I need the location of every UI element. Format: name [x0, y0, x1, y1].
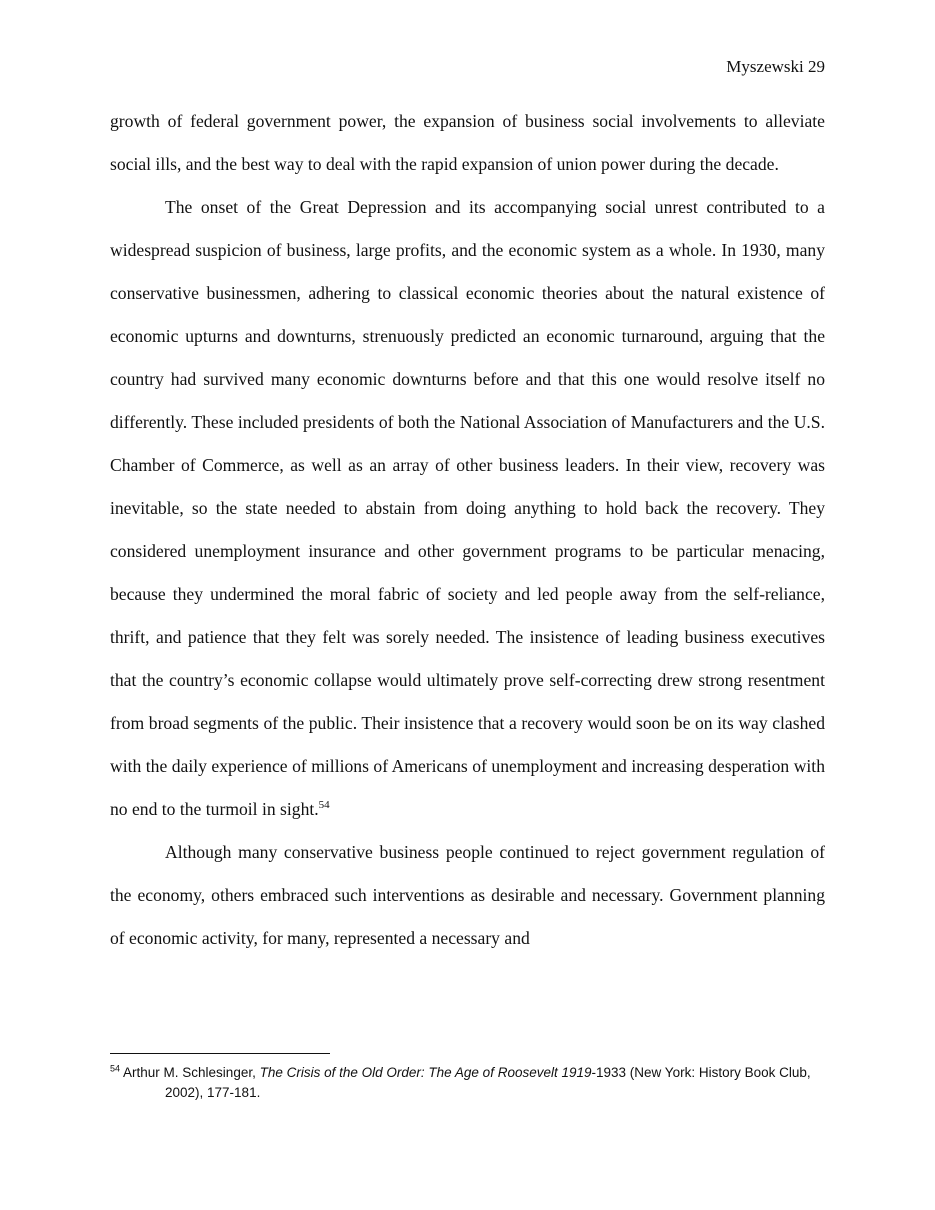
paragraph-text: The onset of the Great Depression and its accompanying social unrest contributed to a widespread suspicion of business, large profits, and the economic system as a whole. In 1930, many conservative businessmen, adhering to classical economic theories about the natural existence of economic upturns and downturns, strenuously predicted an economic turnaround, arguing that the country had survived many economic downturns before and that this one would resolve itself no differently. These included presidents of both the National Association of Manufacturers and the U.S. Chamber of Commerce, as well as an array of other business leaders. In their view, recovery was inevitable, so the state needed to abstain from doing anything to hold back the recovery. They considered unemployment insurance and other government programs to be particular menacing, because they undermined the moral fabric of society and led people away from the self-reliance, thrift, and patience that they felt was sorely needed. The insistence of leading business executives that the country’s economic collapse would ultimately prove self-correcting drew strong resentment from broad segments of the public. Their insistence that a recovery would soon be on its way clashed with the daily experience of millions of Americans of unemployment and increasing desperation with no end to the turmoil in sight.: [110, 197, 825, 819]
footnote-number: 54: [110, 1063, 121, 1074]
footnote-separator: [110, 1053, 330, 1054]
footnote: [110, 1063, 825, 1103]
body-text: [110, 100, 825, 960]
paragraph-regulation: Although many conservative business people continued to reject government regulation of the economy, others embraced such interventions as desirable and necessary. Government planning of economic activity, for many, represented a necessary and: [110, 842, 825, 948]
footnote-title: The Crisis of the Old Order: The Age of Roosevelt 1919: [259, 1065, 592, 1080]
paragraph-great-depression: [110, 186, 825, 831]
footnote-author: Arthur M. Schlesinger,: [123, 1065, 260, 1080]
running-head: Myszewski 29: [726, 57, 825, 76]
footnote-publication: -1933 (New York: History Book Club, 2002), 177-181.: [165, 1065, 811, 1100]
footnote-reference[interactable]: 54: [318, 799, 330, 812]
paragraph-continued: growth of federal government power, the expansion of business social involvements to alleviate social ills, and the best way to deal with the rapid expansion of union power during the decade.: [110, 111, 825, 174]
